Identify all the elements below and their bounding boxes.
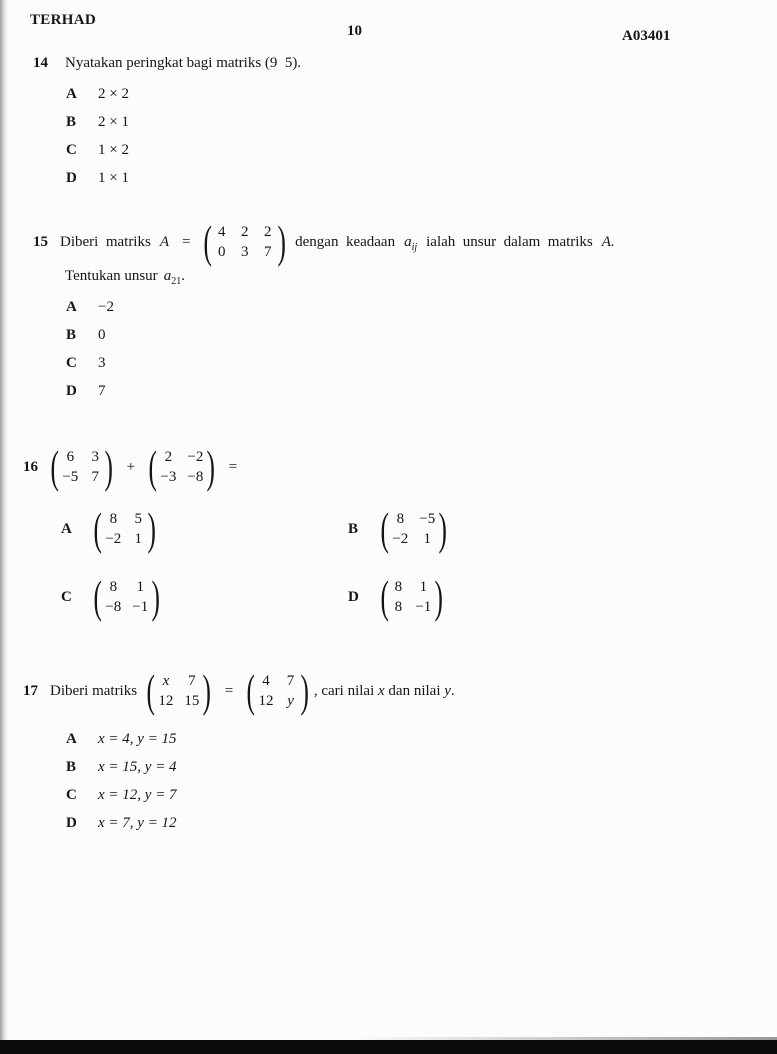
option-label: C: [66, 354, 77, 371]
option-b: [66, 108, 739, 136]
option-text: x = 4, y = 15: [98, 730, 177, 747]
option-label: A: [66, 298, 77, 315]
question-17-options: [66, 725, 739, 837]
question-15-stem: [33, 216, 739, 267]
option-c: [66, 781, 739, 809]
stem-text: ialah unsur dalam matriks: [426, 233, 593, 250]
question-17: [23, 665, 739, 837]
option-label: C: [66, 786, 77, 803]
question-number: 14: [33, 55, 48, 71]
equals-sign: =: [224, 682, 234, 699]
option-label: A: [61, 520, 72, 537]
option-label: C: [66, 141, 77, 158]
stem-text: Diberi matriks: [60, 233, 151, 250]
question-15: [33, 216, 739, 405]
option-label: B: [66, 113, 77, 130]
page-content: [23, 55, 739, 837]
matrix: ( 4 2 2 0 3 7 ): [203, 216, 286, 267]
matrix: ( 8 1 8 −1 ): [380, 571, 444, 622]
option-d: [66, 377, 739, 405]
element-notation: $a_{21}$.: [163, 268, 185, 287]
matrix: ( 8 5 −2 1 ): [93, 503, 157, 554]
question-16: [23, 441, 739, 623]
option-label: D: [66, 814, 77, 831]
option-text: x = 15, y = 4: [98, 758, 177, 775]
stem-text: Diberi matriks: [50, 682, 138, 699]
option-a: [66, 293, 739, 321]
option-label: A: [66, 85, 77, 102]
option-b: [66, 321, 739, 349]
option-text: 3: [98, 354, 106, 371]
page-header: [0, 0, 777, 50]
option-a: [66, 725, 739, 753]
option-c: [61, 571, 348, 623]
option-b: [348, 503, 621, 555]
matrix: ( 6 3 −5 7 ): [50, 441, 114, 492]
question-number: 15: [33, 233, 48, 250]
equals-sign: =: [228, 458, 238, 475]
scan-bottom-black-strip: [0, 1040, 777, 1054]
option-label: D: [66, 382, 77, 399]
stem-text: dengan keadaan: [295, 233, 396, 250]
option-label: B: [66, 326, 77, 343]
option-label: A: [66, 730, 77, 747]
option-c: [66, 136, 739, 164]
stem-tail: , cari nilai x dan nilai y.: [313, 682, 455, 699]
question-15-options: [66, 293, 739, 405]
option-c: [66, 349, 739, 377]
option-label: B: [348, 520, 359, 537]
question-16-options: [61, 503, 621, 623]
question-14-options: [66, 80, 739, 192]
option-label: B: [66, 758, 77, 775]
option-a: [61, 503, 348, 555]
option-text: x = 12, y = 7: [98, 786, 177, 803]
question-number: 17: [23, 682, 38, 699]
classification-label: TERHAD: [30, 12, 96, 28]
matrix: ( 4 7 12 y ): [246, 665, 309, 716]
option-text: 2 × 2: [98, 85, 129, 102]
option-label: C: [61, 588, 72, 605]
question-16-stem: [23, 441, 739, 492]
option-label: D: [348, 588, 359, 605]
option-text: 1 × 1: [98, 169, 129, 186]
question-14-stem: [33, 55, 739, 72]
question-number: 16: [23, 458, 38, 475]
question-17-stem: [23, 665, 739, 716]
element-notation: $a_{ij}$: [404, 233, 418, 253]
matrix: ( 2 −2 −3 −8 ): [148, 441, 216, 492]
option-text: x = 7, y = 12: [98, 814, 177, 831]
stem-text: A.: [601, 233, 615, 250]
matrix-variable: A: [159, 233, 169, 250]
question-14: [33, 55, 739, 192]
option-text: 2 × 1: [98, 113, 129, 130]
option-b: [66, 753, 739, 781]
scan-left-edge-shadow: [0, 0, 9, 1054]
option-a: [66, 80, 739, 108]
matrix: ( 8 1 −8 −1 ): [93, 571, 161, 622]
option-d: [66, 164, 739, 192]
option-d: [66, 809, 739, 837]
question-15-instruction: [65, 268, 739, 285]
option-text: 7: [98, 382, 106, 399]
option-d: [348, 571, 621, 623]
plus-sign: +: [126, 458, 136, 475]
paper-code: A03401: [622, 28, 671, 44]
option-text: 1 × 2: [98, 141, 129, 158]
instruction-text: Tentukan unsur: [65, 268, 158, 284]
option-label: D: [66, 169, 77, 186]
question-text: Nyatakan peringkat bagi matriks (9 5).: [65, 55, 302, 71]
matrix: ( 8 −5 −2 1 ): [380, 503, 448, 554]
matrix: ( x 7 12 15 ): [146, 665, 212, 716]
option-text: −2: [98, 298, 114, 315]
option-text: 0: [98, 326, 106, 343]
equals-sign: =: [182, 233, 191, 250]
page-number: 10: [347, 23, 362, 39]
